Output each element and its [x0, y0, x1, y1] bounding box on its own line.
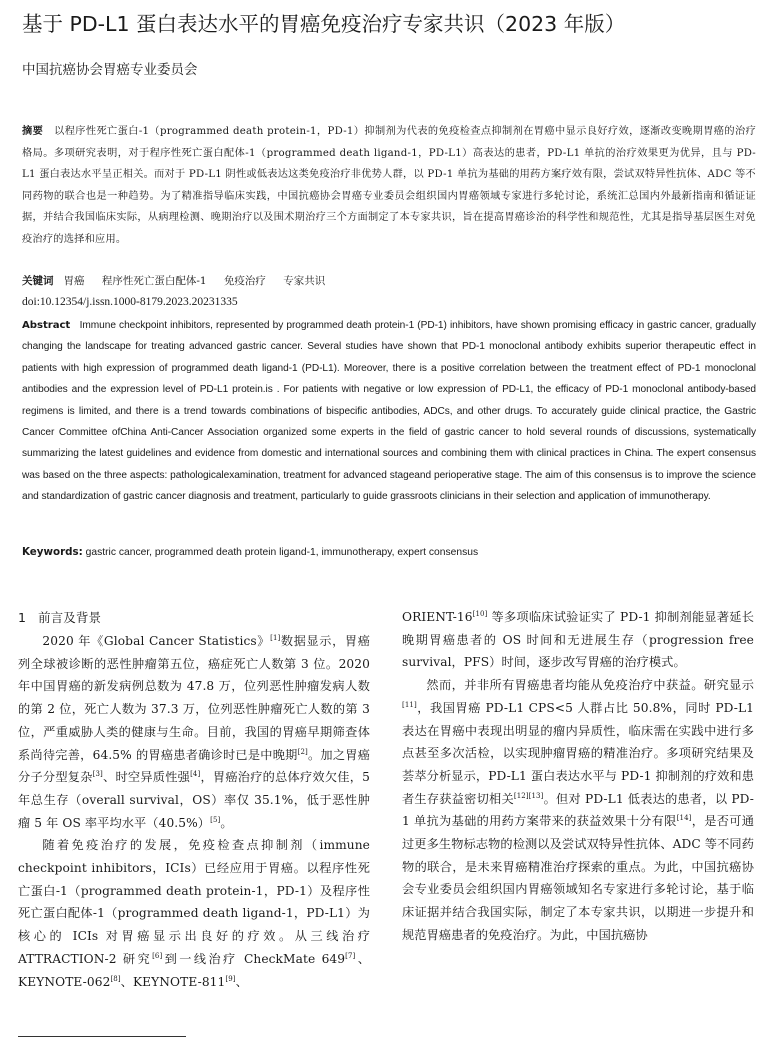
keywords-cn-label: 关键词	[22, 275, 54, 287]
citation[interactable]: [1]	[270, 633, 281, 642]
citation[interactable]: [9]	[225, 974, 236, 983]
keyword-cn: 程序性死亡蛋白配体-1	[101, 275, 207, 287]
citation[interactable]: [11]	[402, 700, 417, 709]
abstract-en	[22, 315, 756, 508]
abstract-en-label: Abstract	[22, 320, 71, 331]
citation[interactable]: [4]	[190, 770, 201, 779]
abstract-cn	[22, 121, 756, 250]
keywords-en-text: gastric cancer, programmed death protein ligand-1, immunotherapy, expert consensus	[85, 547, 479, 558]
section-title: 前言及背景	[38, 610, 102, 625]
body-column-left	[18, 606, 370, 993]
body-paragraph: 随着免疫治疗的发展，免疫检查点抑制剂（immune checkpoint inhibitors，ICIs）已经应用于胃癌。以程序性死亡蛋白-1（programmed death protein-1，PD-1）及程序性死亡蛋白配体-1（programmed death ligand-1，PD-L1）为核心的 ICIs 对胃癌显示出良好的疗效。从三线治疗 ATTRACTION-2 研究[6]到一线治疗 CheckMate 649[7]、KEYNOTE-062[8]、KEYNOTE-811[9]、	[18, 838, 370, 989]
doi-link[interactable]: doi:10.12354/j.issn.1000-8179.2023.20231335	[22, 296, 238, 308]
citation[interactable]: [12][13]	[513, 791, 544, 800]
section-number: 1	[18, 610, 27, 625]
paper-title: 基于 PD-L1 蛋白表达水平的胃癌免疫治疗专家共识（2023 年版）	[22, 12, 626, 36]
keywords-en-label: Keywords:	[22, 546, 83, 558]
keyword-cn: 胃癌	[63, 275, 85, 287]
keyword-cn: 免疫治疗	[223, 275, 266, 287]
keyword-cn: 专家共识	[283, 275, 326, 287]
abstract-cn-text: 以程序性死亡蛋白-1（programmed death protein-1，PD-1）抑制剂为代表的免疫检查点抑制剂在胃癌中显示良好疗效，逐渐改变晚期胃癌的治疗格局。多项研究表明，对于程序性死亡蛋白配体-1（programmed death ligand-1，PD-L1）高表达的患者，PD-L1 单抗的治疗效果更为优异，且与 PD-L1 蛋白表达水平呈正相关。而对于 PD-L1 阴性或低表达这类免疫治疗非优势人群，以 PD-1 单抗为基础的用药方案疗效有限，尝试双特异性抗体、ADC 等不同药物的联合也是一种趋势。为了精准指导临床实践，中国抗癌协会胃癌专业委员会组织国内胃癌领域专家进行多轮讨论，系统汇总国内外最新指南和循证证据，并结合我国临床实际，从病理检测、晚期治疗以及围术期治疗三个方面制定了本专家共识，旨在提高胃癌诊治的科学性和规范性，尤其是指导基层医生对免疫治疗的选择和应用。	[22, 126, 757, 245]
citation[interactable]: [5]	[210, 815, 221, 824]
keywords-en	[22, 542, 756, 563]
keywords-cn	[22, 271, 756, 291]
citation[interactable]: [7]	[345, 951, 356, 960]
abstract-en-text: Immune checkpoint inhibitors, represented by programmed death protein-1 (PD-1) inhibitors, have shown promising efficacy in gastric cancer, gradually changing the landscape for treating advanced gastric cancer. Several studies have shown that PD-1 monoclonal antibody exhibits superior therapeutic effect in patients with high expression of programmed death ligand-1 (PD-L1). Moreover, there is a positive correlation between the treatment effect of PD-1 monoclonal antibodies and the expression level of PD-L1 protein.is . For patients with negative or low expression of PD-L1, the efficacy of PD-1 monoclonal antibody-based regimens is limited, and there is a trend towards combinations of bispecific antibodies, ADCs, and other drugs. To accurately guide clinical practice, the Gastric Cancer Committee ofChina Anti-Cancer Association organized some experts in the field of gastric cancer to hold several rounds of discussions, systematically summarizing the latest guidelines and evidence from domestic and international sources and combining them with clinical practices in China. The expert consensus was based on the three aspects: pathologicalexamination, treatment for advanced stageand perioperative stage. The aim of this consensus is to improve the science and standardization of gastric cancer diagnosis and treatment, particularly to guide grassroots clinicians in their selection and application of immunotherapy.	[22, 320, 756, 503]
author-organization: 中国抗癌协会胃癌专业委员会	[22, 62, 198, 78]
body-column-right	[402, 606, 754, 947]
section-heading	[18, 606, 370, 630]
footnote-divider	[18, 1036, 186, 1037]
body-paragraph: ORIENT-16[10] 等多项临床试验证实了 PD-1 抑制剂能显著延长晚期胃癌患者的 OS 时间和无进展生存（progression free survival，PFS）时间，逐步改写胃癌的治疗模式。	[402, 609, 754, 670]
citation[interactable]: [3]	[92, 770, 103, 779]
citation[interactable]: [2]	[297, 747, 308, 756]
citation[interactable]: [6]	[152, 951, 163, 960]
abstract-cn-label: 摘要	[22, 126, 44, 137]
citation[interactable]: [10]	[472, 609, 488, 618]
body-paragraph: 2020 年《Global Cancer Statistics》[1]数据显示，胃癌列全球被诊断的恶性肿瘤第五位，癌症死亡人数第 3 位。2020 年中国胃癌的新发病例总数为 47.8 万，位列恶性肿瘤发病人数的第 2 位，死亡人数为 37.3 万，位列恶性肿瘤死亡人数的第 3 位，严重威胁人类的健康与生命。目前，我国的胃癌早期筛查体系尚待完善，64.5% 的胃癌患者确诊时已是中晚期[2]。加之胃癌分子分型复杂[3]、时空异质性强[4]，胃癌治疗的总体疗效欠佳，5 年总生存（overall survival，OS）率仅 35.1%，低于恶性肿瘤 5 年 OS 率平均水平（40.5%）[5]。	[18, 633, 371, 830]
citation[interactable]: [8]	[110, 974, 121, 983]
body-paragraph: 然而，并非所有胃癌患者均能从免疫治疗中获益。研究显示[11]，我国胃癌 PD-L1 CPS<5 人群占比 50.8%，同时 PD-L1 表达在胃癌中表现出明显的瘤内异质性，临床需在实践中进行多点甚至多次活检，以实现肿瘤胃癌的精准治疗。多项研究结果及荟萃分析显示，PD-L1 蛋白表达水平与 PD-1 抑制剂的疗效和患者生存获益密切相关[12][13]。但对 PD-L1 低表达的患者，以 PD-1 单抗为基础的用药方案带来的获益效果十分有限[14]，是否可通过更多生物标志物的检测以及尝试双特异性抗体、ADC 等不同药物的联合，是未来胃癌精准治疗探索的重点。为此，中国抗癌协会专业委员会组织国内胃癌领域知名专家进行多轮讨论，基于临床证据并结合我国实际，制定了本专家共识，以期进一步提升和规范胃癌患者的免疫治疗。为此，中国抗癌协	[402, 678, 754, 942]
citation[interactable]: [14]	[676, 814, 692, 823]
